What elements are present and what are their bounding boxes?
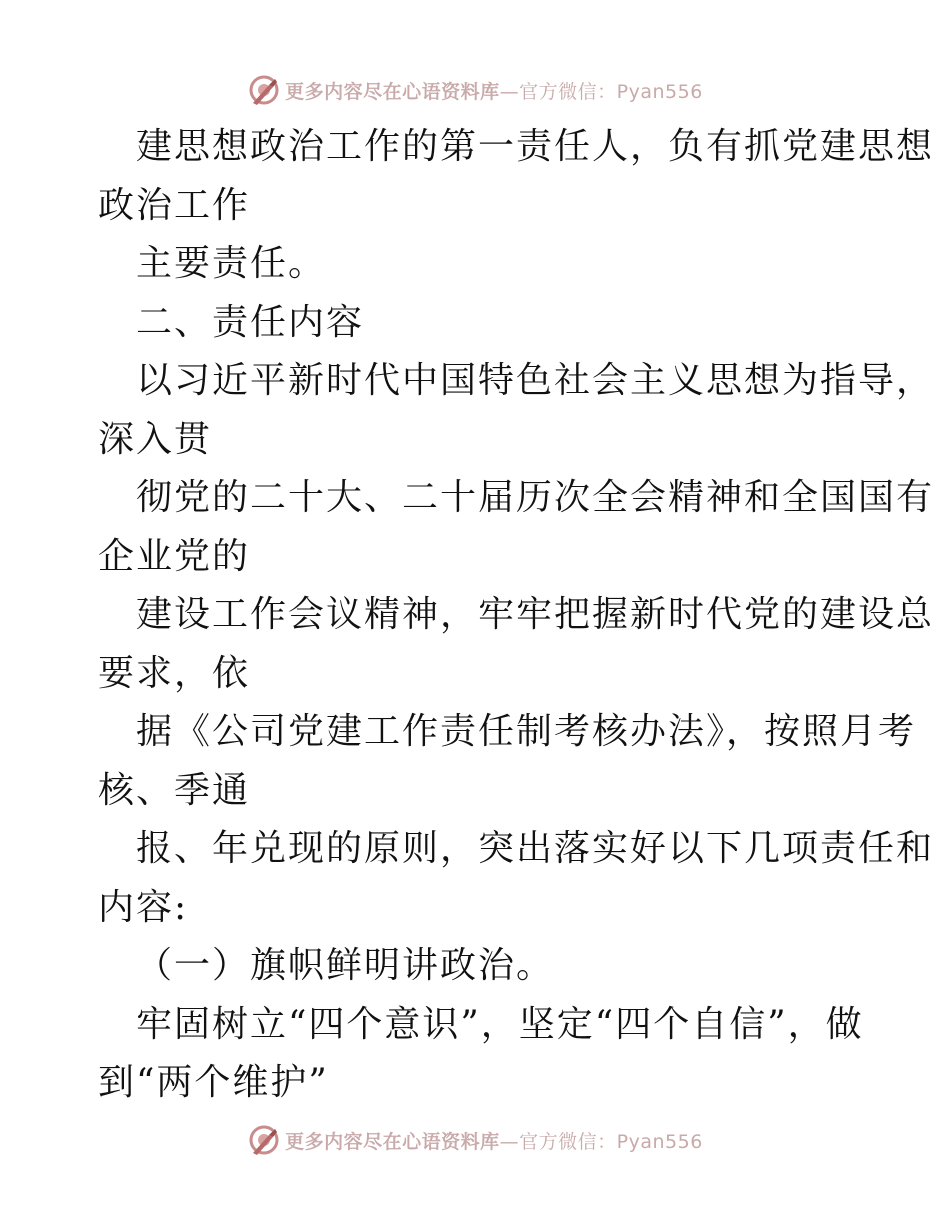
document-body	[98, 118, 935, 1113]
watermark-text	[285, 77, 703, 104]
text-line: 深入贯	[98, 418, 213, 460]
text-line: 核、季通	[98, 769, 251, 811]
watermark-prefix: 更多内容尽在心语资料库	[285, 1130, 500, 1153]
pen-logo-icon	[247, 1123, 281, 1157]
text-line: 建设工作会议精神，牢牢把握新时代党的建设总	[136, 594, 935, 635]
section-heading: 二、责任内容	[136, 301, 365, 343]
text-line: 政治工作	[98, 184, 251, 226]
text-line: 到“两个维护”	[98, 1062, 329, 1103]
watermark-prefix: 更多内容尽在心语资料库	[285, 80, 500, 103]
text-line: 要求，依	[98, 652, 251, 694]
text-line: 内容:	[98, 886, 189, 928]
watermark-suffix: —官方微信：Pyan556	[499, 80, 703, 103]
text-line: 以习近平新时代中国特色社会主义思想为指导，	[136, 360, 935, 401]
pen-logo-icon	[247, 73, 281, 107]
text-line: 建思想政治工作的第一责任人，负有抓党建思想	[136, 126, 935, 167]
subsection-heading: （一）旗帜鲜明讲政治。	[136, 945, 555, 986]
text-line: 主要责任。	[136, 243, 327, 284]
watermark-suffix: —官方微信：Pyan556	[499, 1130, 703, 1153]
watermark-footer	[0, 1120, 950, 1160]
text-line: 企业党的	[98, 535, 251, 577]
text-line: 据《公司党建工作责任制考核办法》，按照月考	[136, 711, 917, 752]
text-line: 彻党的二十大、二十届历次全会精神和全国国有	[136, 477, 935, 518]
watermark-header	[0, 70, 950, 110]
text-line: 牢固树立“四个意识”，坚定“四个自信”，做	[136, 1003, 864, 1045]
text-line: 报、年兑现的原则，突出落实好以下几项责任和	[136, 828, 935, 869]
watermark-text	[285, 1127, 703, 1154]
